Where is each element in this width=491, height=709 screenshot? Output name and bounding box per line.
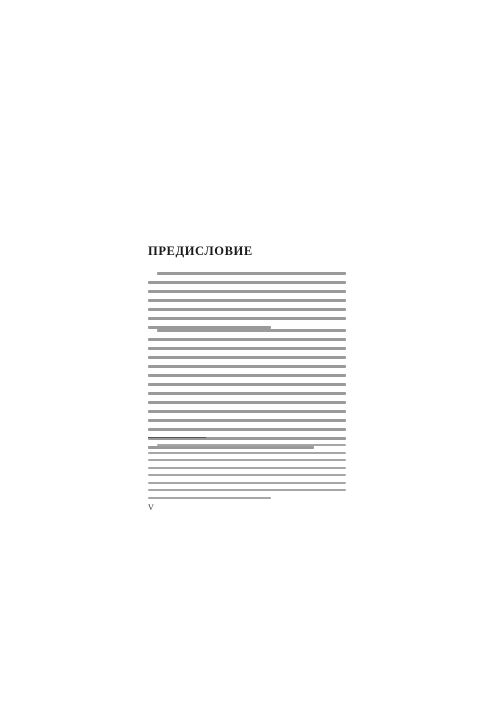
text-line — [148, 419, 346, 422]
text-line — [148, 308, 346, 311]
text-line — [148, 356, 346, 359]
text-line — [148, 392, 346, 395]
text-line — [157, 272, 346, 275]
text-line — [148, 281, 346, 284]
text-line — [148, 410, 346, 413]
page-number: V — [148, 503, 154, 512]
paragraph-3 — [148, 374, 346, 455]
paragraph-1 — [148, 272, 346, 335]
text-line — [148, 347, 346, 350]
footnote-line — [148, 489, 346, 491]
footnote-line — [148, 452, 346, 454]
text-line — [148, 338, 346, 341]
text-line — [148, 401, 346, 404]
text-line — [148, 365, 346, 368]
footnote-divider — [148, 437, 206, 438]
text-line — [148, 299, 346, 302]
footnote-line — [148, 482, 346, 484]
text-line — [148, 428, 346, 431]
footnote-line — [148, 474, 346, 476]
footnote-line — [148, 459, 346, 461]
chapter-heading: ПРЕДИСЛОВИЕ — [148, 244, 253, 258]
text-line — [148, 383, 346, 386]
text-line — [157, 374, 346, 377]
footnote — [148, 444, 346, 504]
footnote-line — [148, 467, 346, 469]
text-line — [148, 290, 346, 293]
footnote-line — [148, 497, 271, 499]
footnote-line — [157, 444, 346, 446]
text-line — [148, 317, 346, 320]
text-line — [157, 329, 346, 332]
